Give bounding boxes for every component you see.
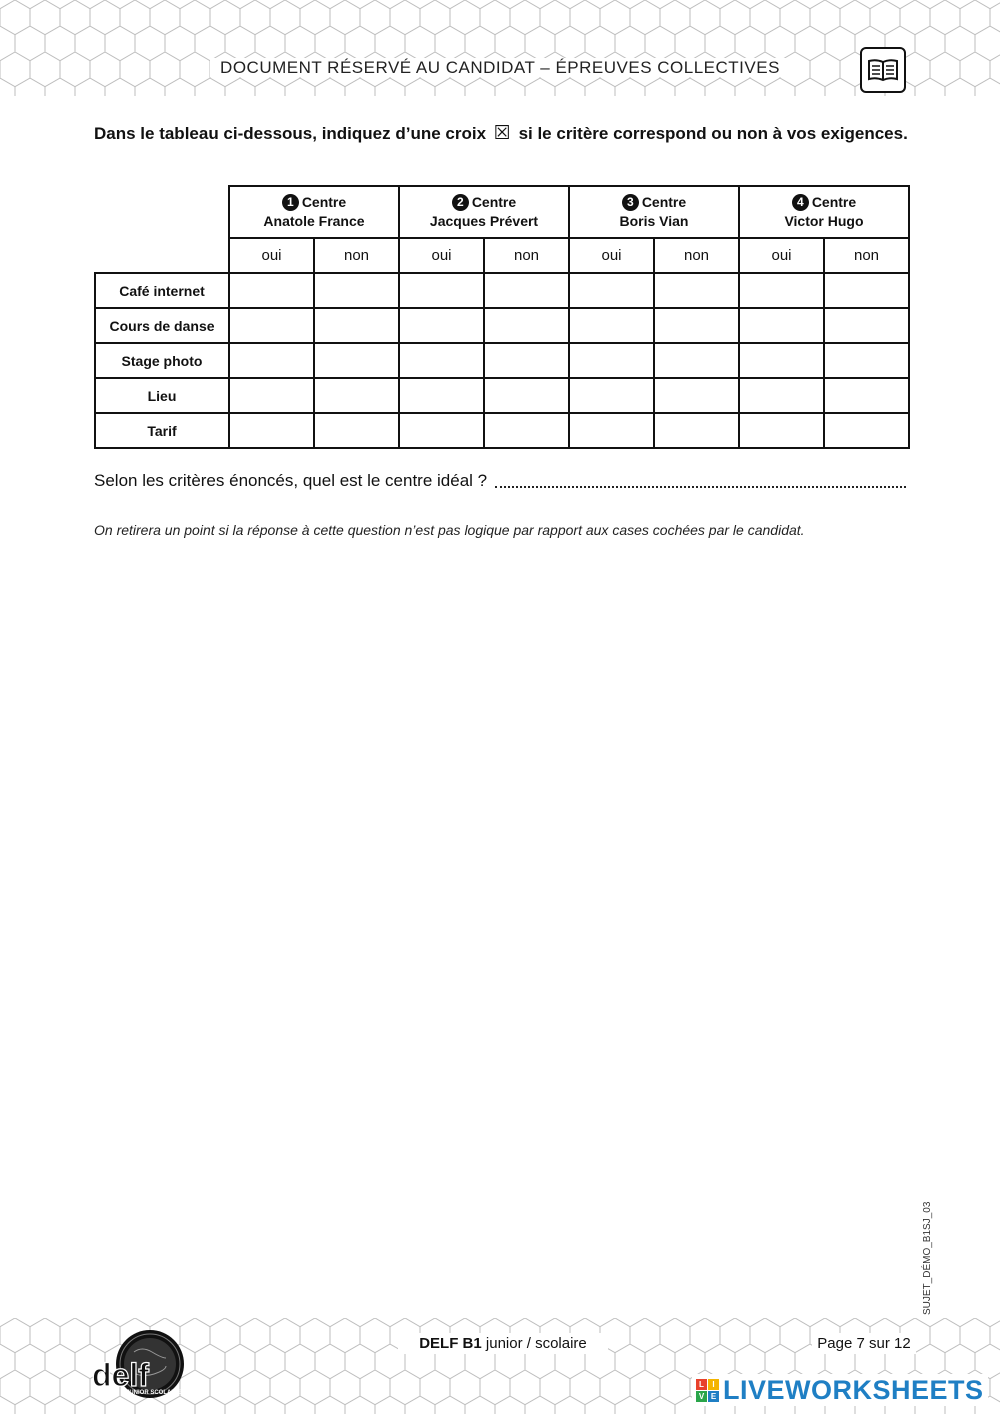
answer-cell[interactable]	[569, 378, 654, 413]
answer-cell[interactable]	[739, 273, 824, 308]
criteria-table	[94, 185, 910, 449]
badge-letter: V	[696, 1391, 707, 1402]
answer-cell[interactable]	[399, 378, 484, 413]
table-row	[95, 343, 909, 378]
center-2-line1: Centre	[471, 194, 517, 210]
badge-letter: I	[708, 1379, 719, 1390]
hex-pattern-top-svg	[0, 0, 1000, 96]
answer-cell[interactable]	[229, 413, 314, 448]
document-code: SUJET_DÉMO_B1SJ_03	[922, 1201, 933, 1315]
ideal-center-question	[94, 470, 906, 491]
exam-level: junior / scolaire	[485, 1335, 587, 1352]
answer-cell[interactable]	[824, 343, 909, 378]
center-1-line1: Centre	[301, 194, 347, 210]
answer-cell[interactable]	[739, 378, 824, 413]
checkbox-cross-icon: ☒	[493, 123, 511, 144]
answer-cell[interactable]	[314, 378, 399, 413]
center-4-header	[739, 186, 909, 238]
row-label-lieu: Lieu	[95, 378, 229, 413]
table-row	[95, 308, 909, 343]
answer-cell[interactable]	[229, 273, 314, 308]
answer-cell[interactable]	[229, 343, 314, 378]
answer-cell[interactable]	[569, 308, 654, 343]
logo-subtext: JUNIOR SCOLAIRE	[126, 1390, 182, 1396]
answer-cell[interactable]	[824, 413, 909, 448]
no-label: non	[654, 238, 739, 273]
number-badge-4: 4	[792, 194, 809, 211]
answer-cell[interactable]	[569, 413, 654, 448]
delf-logo	[90, 1328, 186, 1404]
logo-text: delf	[92, 1357, 149, 1393]
answer-cell[interactable]	[229, 378, 314, 413]
no-label: non	[484, 238, 569, 273]
table-row	[95, 273, 909, 308]
number-badge-2: 2	[452, 194, 469, 211]
document-header	[0, 58, 1000, 78]
row-label-tarif: Tarif	[95, 413, 229, 448]
answer-cell[interactable]	[484, 378, 569, 413]
answer-cell[interactable]	[484, 308, 569, 343]
table-row	[95, 378, 909, 413]
yes-label: oui	[229, 238, 314, 273]
center-3-name: Boris Vian	[619, 213, 689, 229]
delf-logo-svg	[90, 1328, 186, 1404]
liveworksheets-watermark	[692, 1374, 988, 1406]
center-3-header	[569, 186, 739, 238]
hex-pattern-top	[0, 0, 1000, 96]
instruction-after: si le critère correspond ou non à vos exigences.	[518, 124, 908, 143]
answer-cell[interactable]	[824, 378, 909, 413]
header-title: DOCUMENT RÉSERVÉ AU CANDIDAT – ÉPREUVES COLLECTIVES	[210, 58, 790, 77]
table-row	[95, 413, 909, 448]
answer-cell[interactable]	[314, 273, 399, 308]
answer-cell[interactable]	[654, 378, 739, 413]
answer-cell[interactable]	[824, 273, 909, 308]
liveworksheets-text: LIVEWORKSHEETS	[723, 1374, 984, 1405]
no-label: non	[824, 238, 909, 273]
center-1-name: Anatole France	[263, 213, 365, 229]
center-1-header	[229, 186, 399, 238]
scoring-note: On retirera un point si la réponse à cette question n’est pas logique par rapport aux cases cochées par le candidat.	[94, 522, 805, 538]
answer-cell[interactable]	[824, 308, 909, 343]
answer-cell[interactable]	[484, 413, 569, 448]
table-corner	[95, 186, 229, 273]
center-4-name: Victor Hugo	[784, 213, 864, 229]
badge-letter: L	[696, 1379, 707, 1390]
answer-cell[interactable]	[654, 308, 739, 343]
answer-cell[interactable]	[229, 308, 314, 343]
page-number: Page 7 sur 12	[812, 1333, 916, 1354]
book-icon-svg	[867, 58, 899, 82]
answer-cell[interactable]	[654, 343, 739, 378]
answer-cell[interactable]	[739, 343, 824, 378]
book-icon	[860, 47, 906, 93]
answer-cell[interactable]	[399, 273, 484, 308]
question-text: Selon les critères énoncés, quel est le centre idéal ?	[94, 471, 488, 490]
answer-cell[interactable]	[569, 273, 654, 308]
answer-cell[interactable]	[739, 308, 824, 343]
answer-cell[interactable]	[399, 413, 484, 448]
answer-cell[interactable]	[314, 343, 399, 378]
answer-cell[interactable]	[739, 413, 824, 448]
answer-line[interactable]	[495, 470, 906, 488]
badge-letter: E	[708, 1391, 719, 1402]
answer-cell[interactable]	[654, 273, 739, 308]
table-header-row	[95, 186, 909, 238]
center-2-header	[399, 186, 569, 238]
answer-cell[interactable]	[314, 308, 399, 343]
center-3-line1: Centre	[641, 194, 687, 210]
center-2-name: Jacques Prévert	[429, 213, 539, 229]
number-badge-3: 3	[622, 194, 639, 211]
liveworksheets-badge-icon	[696, 1379, 719, 1402]
instruction	[94, 122, 924, 145]
no-label: non	[314, 238, 399, 273]
row-label-cafe-internet: Café internet	[95, 273, 229, 308]
yes-label: oui	[739, 238, 824, 273]
center-4-line1: Centre	[811, 194, 857, 210]
exam-name: DELF B1	[419, 1335, 482, 1352]
answer-cell[interactable]	[484, 343, 569, 378]
answer-cell[interactable]	[399, 343, 484, 378]
row-label-stage-photo: Stage photo	[95, 343, 229, 378]
row-label-cours-de-danse: Cours de danse	[95, 308, 229, 343]
answer-cell[interactable]	[569, 343, 654, 378]
answer-cell[interactable]	[314, 413, 399, 448]
answer-cell[interactable]	[654, 413, 739, 448]
answer-cell[interactable]	[484, 273, 569, 308]
yes-label: oui	[399, 238, 484, 273]
number-badge-1: 1	[282, 194, 299, 211]
answer-cell[interactable]	[399, 308, 484, 343]
yes-label: oui	[569, 238, 654, 273]
instruction-before: Dans le tableau ci-dessous, indiquez d’une croix	[94, 124, 487, 143]
exam-label	[398, 1333, 608, 1354]
